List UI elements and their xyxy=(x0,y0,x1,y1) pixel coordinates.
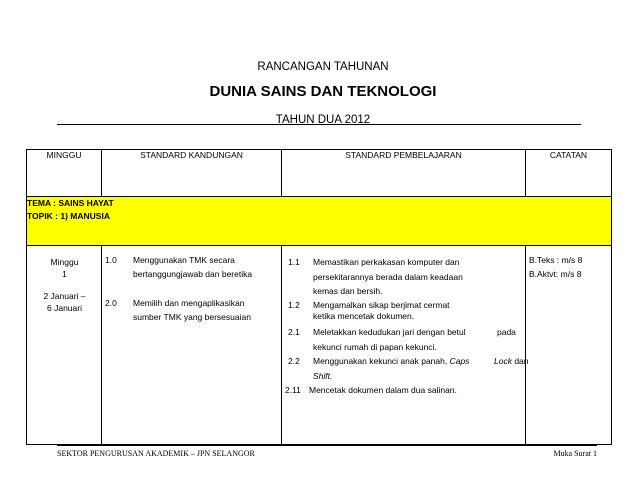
standard-code: 1.1 xyxy=(288,257,300,267)
document-heading: RANCANGAN TAHUNAN xyxy=(257,61,389,73)
standard-text: Shift. xyxy=(313,371,333,381)
column-header-kandungan: STANDARD KANDUNGAN xyxy=(102,150,282,197)
standard-code: 2.11 xyxy=(285,385,301,395)
pembelajaran-cell xyxy=(282,246,529,445)
title-rule xyxy=(57,124,581,125)
standard-code: 2.2 xyxy=(288,356,300,366)
kandungan-code: 2.0 xyxy=(105,298,117,308)
table-header-row xyxy=(27,150,612,197)
standard-code: 1.2 xyxy=(288,300,300,310)
footer-left-text: SEKTOR PENGURUSAN AKADEMIK – JPN SELANGOR xyxy=(57,449,255,458)
column-header-pembelajaran: STANDARD PEMBELAJARAN xyxy=(282,150,526,197)
document-title: DUNIA SAINS DAN TEKNOLOGI xyxy=(209,83,437,100)
standard-text-part: Menggunakan kekunci anak panah, xyxy=(313,356,450,366)
standard-text: Meletakkan kedudukan jari dengan betul xyxy=(313,327,466,337)
catatan-text: B.Teks : m/s 8 xyxy=(529,255,583,265)
standard-text xyxy=(494,354,529,369)
kandungan-cell xyxy=(102,246,282,445)
standard-text: kekunci rumah di papan kekunci. xyxy=(313,342,437,352)
footer-rule xyxy=(57,445,597,446)
page-number: Muka Surat 1 xyxy=(553,449,597,458)
standard-code: 2.1 xyxy=(288,327,300,337)
theme-row xyxy=(27,197,612,246)
minggu-cell xyxy=(27,246,102,445)
standard-text: pada xyxy=(497,327,516,337)
kandungan-text: Menggunakan TMK secara xyxy=(133,255,235,265)
kandungan-text: bertanggungjawab dan beretika xyxy=(133,269,253,279)
week-date-start: 2 Januari – xyxy=(43,291,86,301)
standard-text xyxy=(313,354,469,369)
standard-text-part: dan xyxy=(511,356,529,366)
standard-text: Mengamalkan sikap berjimat cermat xyxy=(313,300,450,310)
column-header-minggu: MINGGU xyxy=(27,150,102,197)
week-label: Minggu xyxy=(50,257,79,267)
standard-text-italic: Lock xyxy=(494,356,512,366)
standard-text: kemas dan bersih. xyxy=(313,286,383,296)
standard-text: Mencetak dokumen dalam dua salinan. xyxy=(309,385,457,395)
column-header-catatan: CATATAN xyxy=(526,150,612,197)
theme-cell xyxy=(27,197,612,246)
catatan-cell xyxy=(526,246,612,445)
table-row xyxy=(27,246,612,445)
week-date-end: 6 Januari xyxy=(47,303,82,313)
topic-label: TOPIK : 1) MANUSIA xyxy=(27,211,110,221)
catatan-text: B.Aktvt: m/s 8 xyxy=(529,269,582,279)
standard-text: ketika mencetak dokumen. xyxy=(313,311,415,321)
kandungan-code: 1.0 xyxy=(105,255,117,265)
plan-table xyxy=(26,149,612,445)
document-subtitle: TAHUN DUA 2012 xyxy=(275,114,371,126)
week-number: 1 xyxy=(62,269,67,279)
kandungan-text: Memilih dan mengaplikasikan xyxy=(133,298,245,308)
theme-label: TEMA : SAINS HAYAT xyxy=(27,198,114,208)
standard-text-italic: Caps xyxy=(449,356,470,366)
standard-text: Memastikan perkakasan komputer dan xyxy=(313,257,460,267)
standard-text: persekitarannya berada dalam keadaan xyxy=(313,272,463,282)
kandungan-text: sumber TMK yang bersesuaian xyxy=(133,312,251,322)
